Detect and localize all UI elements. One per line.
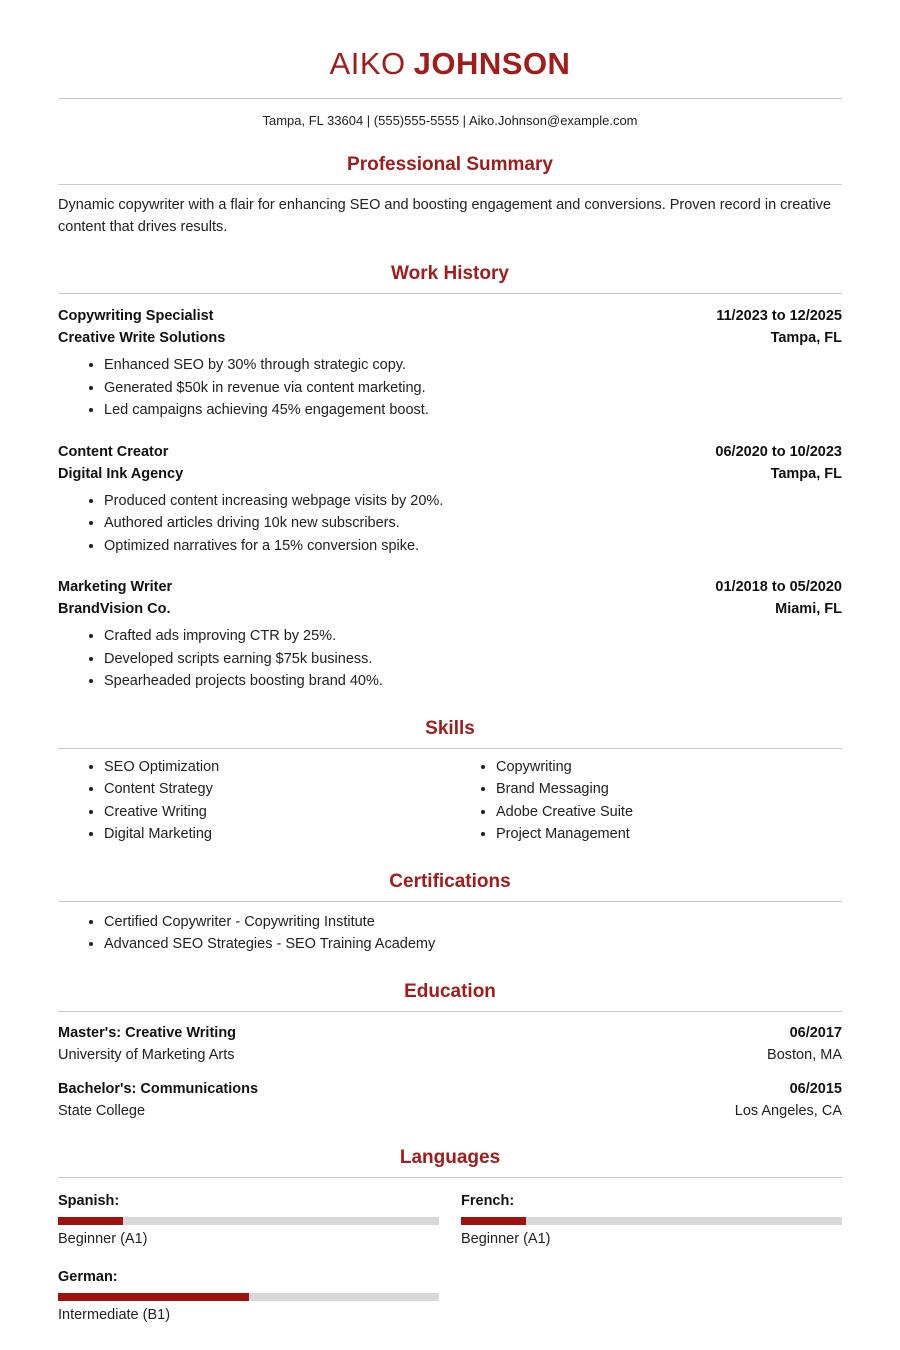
language-bar-fill bbox=[58, 1217, 123, 1225]
job-bullet: • Optimized narratives for a 15% conversion spike. bbox=[104, 535, 842, 558]
skills-columns bbox=[58, 756, 842, 846]
job-bullet: • Produced content increasing webpage visits by 20%. bbox=[104, 490, 842, 513]
job-entry bbox=[58, 441, 842, 558]
job-company: Digital Ink Agency bbox=[58, 465, 184, 482]
skill-item: • Copywriting bbox=[496, 756, 842, 779]
job-bullet-list bbox=[58, 490, 842, 558]
job-bullet: • Enhanced SEO by 30% through strategic copy. bbox=[104, 354, 842, 377]
job-bullet: • Led campaigns achieving 45% engagement boost. bbox=[104, 399, 842, 422]
language-name: Spanish: bbox=[58, 1192, 120, 1209]
skills-list-left bbox=[58, 756, 450, 846]
skills-list-right bbox=[450, 756, 842, 846]
section-certifications bbox=[58, 870, 842, 956]
job-bullet: • Crafted ads improving CTR by 25%. bbox=[104, 625, 842, 648]
certification-item: • Certified Copywriter - Copywriting Institute bbox=[104, 911, 842, 934]
language-item bbox=[58, 1266, 439, 1326]
work-divider bbox=[58, 293, 842, 294]
language-name: German: bbox=[58, 1268, 118, 1285]
school: University of Marketing Arts bbox=[58, 1046, 235, 1063]
section-title-work: Work History bbox=[391, 263, 509, 284]
skill-item: • SEO Optimization bbox=[104, 756, 450, 779]
first-name: AIKO bbox=[329, 46, 406, 81]
language-bar-fill bbox=[58, 1293, 249, 1301]
section-title-languages: Languages bbox=[399, 1146, 501, 1168]
language-item bbox=[461, 1190, 842, 1250]
section-title-education: Education bbox=[404, 980, 496, 1002]
job-bullet: • Authored articles driving 10k new subscribers. bbox=[104, 512, 842, 535]
school: State College bbox=[58, 1102, 146, 1119]
graduation-date: 06/2015 bbox=[789, 1080, 842, 1097]
summary-divider bbox=[58, 184, 842, 185]
skills-column-right bbox=[450, 756, 842, 846]
education-entry bbox=[58, 1022, 842, 1066]
job-bullet-list bbox=[58, 354, 842, 422]
degree: Master's: Creative Writing bbox=[58, 1024, 237, 1041]
page-title bbox=[58, 46, 842, 82]
header-divider bbox=[58, 98, 842, 99]
language-bar-fill bbox=[461, 1217, 526, 1225]
school-location: Los Angeles, CA bbox=[734, 1102, 842, 1119]
section-languages bbox=[58, 1146, 842, 1336]
education-entry bbox=[58, 1078, 842, 1122]
summary-text: Dynamic copywriter with a flair for enhancing SEO and boosting engagement and conversions. Proven record in creative content that drives results. bbox=[58, 197, 831, 235]
degree: Bachelor's: Communications bbox=[58, 1080, 259, 1097]
language-proficiency-bar bbox=[58, 1293, 439, 1301]
section-skills bbox=[58, 717, 842, 846]
language-item bbox=[58, 1190, 439, 1250]
job-bullet: • Spearheaded projects boosting brand 40%. bbox=[104, 670, 842, 693]
skills-column-left bbox=[58, 756, 450, 846]
skill-item: • Content Strategy bbox=[104, 778, 450, 801]
section-title-certifications: Certifications bbox=[389, 870, 511, 892]
job-bullet-list bbox=[58, 625, 842, 693]
certification-item: • Advanced SEO Strategies - SEO Training Academy bbox=[104, 933, 842, 956]
job-bullet: • Developed scripts earning $75k business. bbox=[104, 648, 842, 671]
job-bullet: • Generated $50k in revenue via content marketing. bbox=[104, 377, 842, 400]
skill-item: • Adobe Creative Suite bbox=[496, 801, 842, 824]
job-dates: 06/2020 to 10/2023 bbox=[715, 443, 842, 460]
language-proficiency-bar bbox=[58, 1217, 439, 1225]
section-education bbox=[58, 980, 842, 1122]
contact-line: Tampa, FL 33604 | (555)555-5555 | Aiko.Johnson@example.com bbox=[262, 113, 638, 128]
skill-item: • Creative Writing bbox=[104, 801, 450, 824]
job-title: Content Creator bbox=[58, 443, 169, 460]
graduation-date: 06/2017 bbox=[789, 1024, 842, 1041]
skill-item: • Brand Messaging bbox=[496, 778, 842, 801]
section-title-summary: Professional Summary bbox=[347, 154, 553, 175]
job-entry bbox=[58, 576, 842, 693]
section-work-history bbox=[58, 262, 842, 693]
certifications-divider bbox=[58, 901, 842, 902]
job-location: Tampa, FL bbox=[770, 465, 842, 482]
language-name: French: bbox=[461, 1192, 515, 1209]
skills-divider bbox=[58, 748, 842, 749]
certifications-list bbox=[58, 911, 842, 956]
job-company: Creative Write Solutions bbox=[58, 330, 226, 346]
job-company: BrandVision Co. bbox=[58, 601, 171, 617]
skill-item: • Project Management bbox=[496, 823, 842, 846]
job-title: Copywriting Specialist bbox=[58, 308, 214, 324]
school-location: Boston, MA bbox=[767, 1046, 842, 1063]
section-professional-summary bbox=[58, 153, 842, 238]
language-level: Beginner (A1) bbox=[461, 1230, 551, 1247]
job-dates: 01/2018 to 05/2020 bbox=[715, 579, 842, 595]
job-location: Miami, FL bbox=[775, 601, 842, 617]
language-proficiency-bar bbox=[461, 1217, 842, 1225]
job-location: Tampa, FL bbox=[770, 330, 842, 346]
skill-item: • Digital Marketing bbox=[104, 823, 450, 846]
language-level: Beginner (A1) bbox=[58, 1230, 148, 1247]
last-name: JOHNSON bbox=[413, 46, 571, 81]
language-level: Intermediate (B1) bbox=[58, 1306, 171, 1323]
education-divider bbox=[58, 1011, 842, 1012]
job-title: Marketing Writer bbox=[58, 579, 173, 595]
languages-grid bbox=[58, 1184, 842, 1336]
section-title-skills: Skills bbox=[425, 717, 475, 739]
languages-divider bbox=[58, 1177, 842, 1178]
job-dates: 11/2023 to 12/2025 bbox=[716, 308, 842, 324]
job-entry bbox=[58, 305, 842, 422]
